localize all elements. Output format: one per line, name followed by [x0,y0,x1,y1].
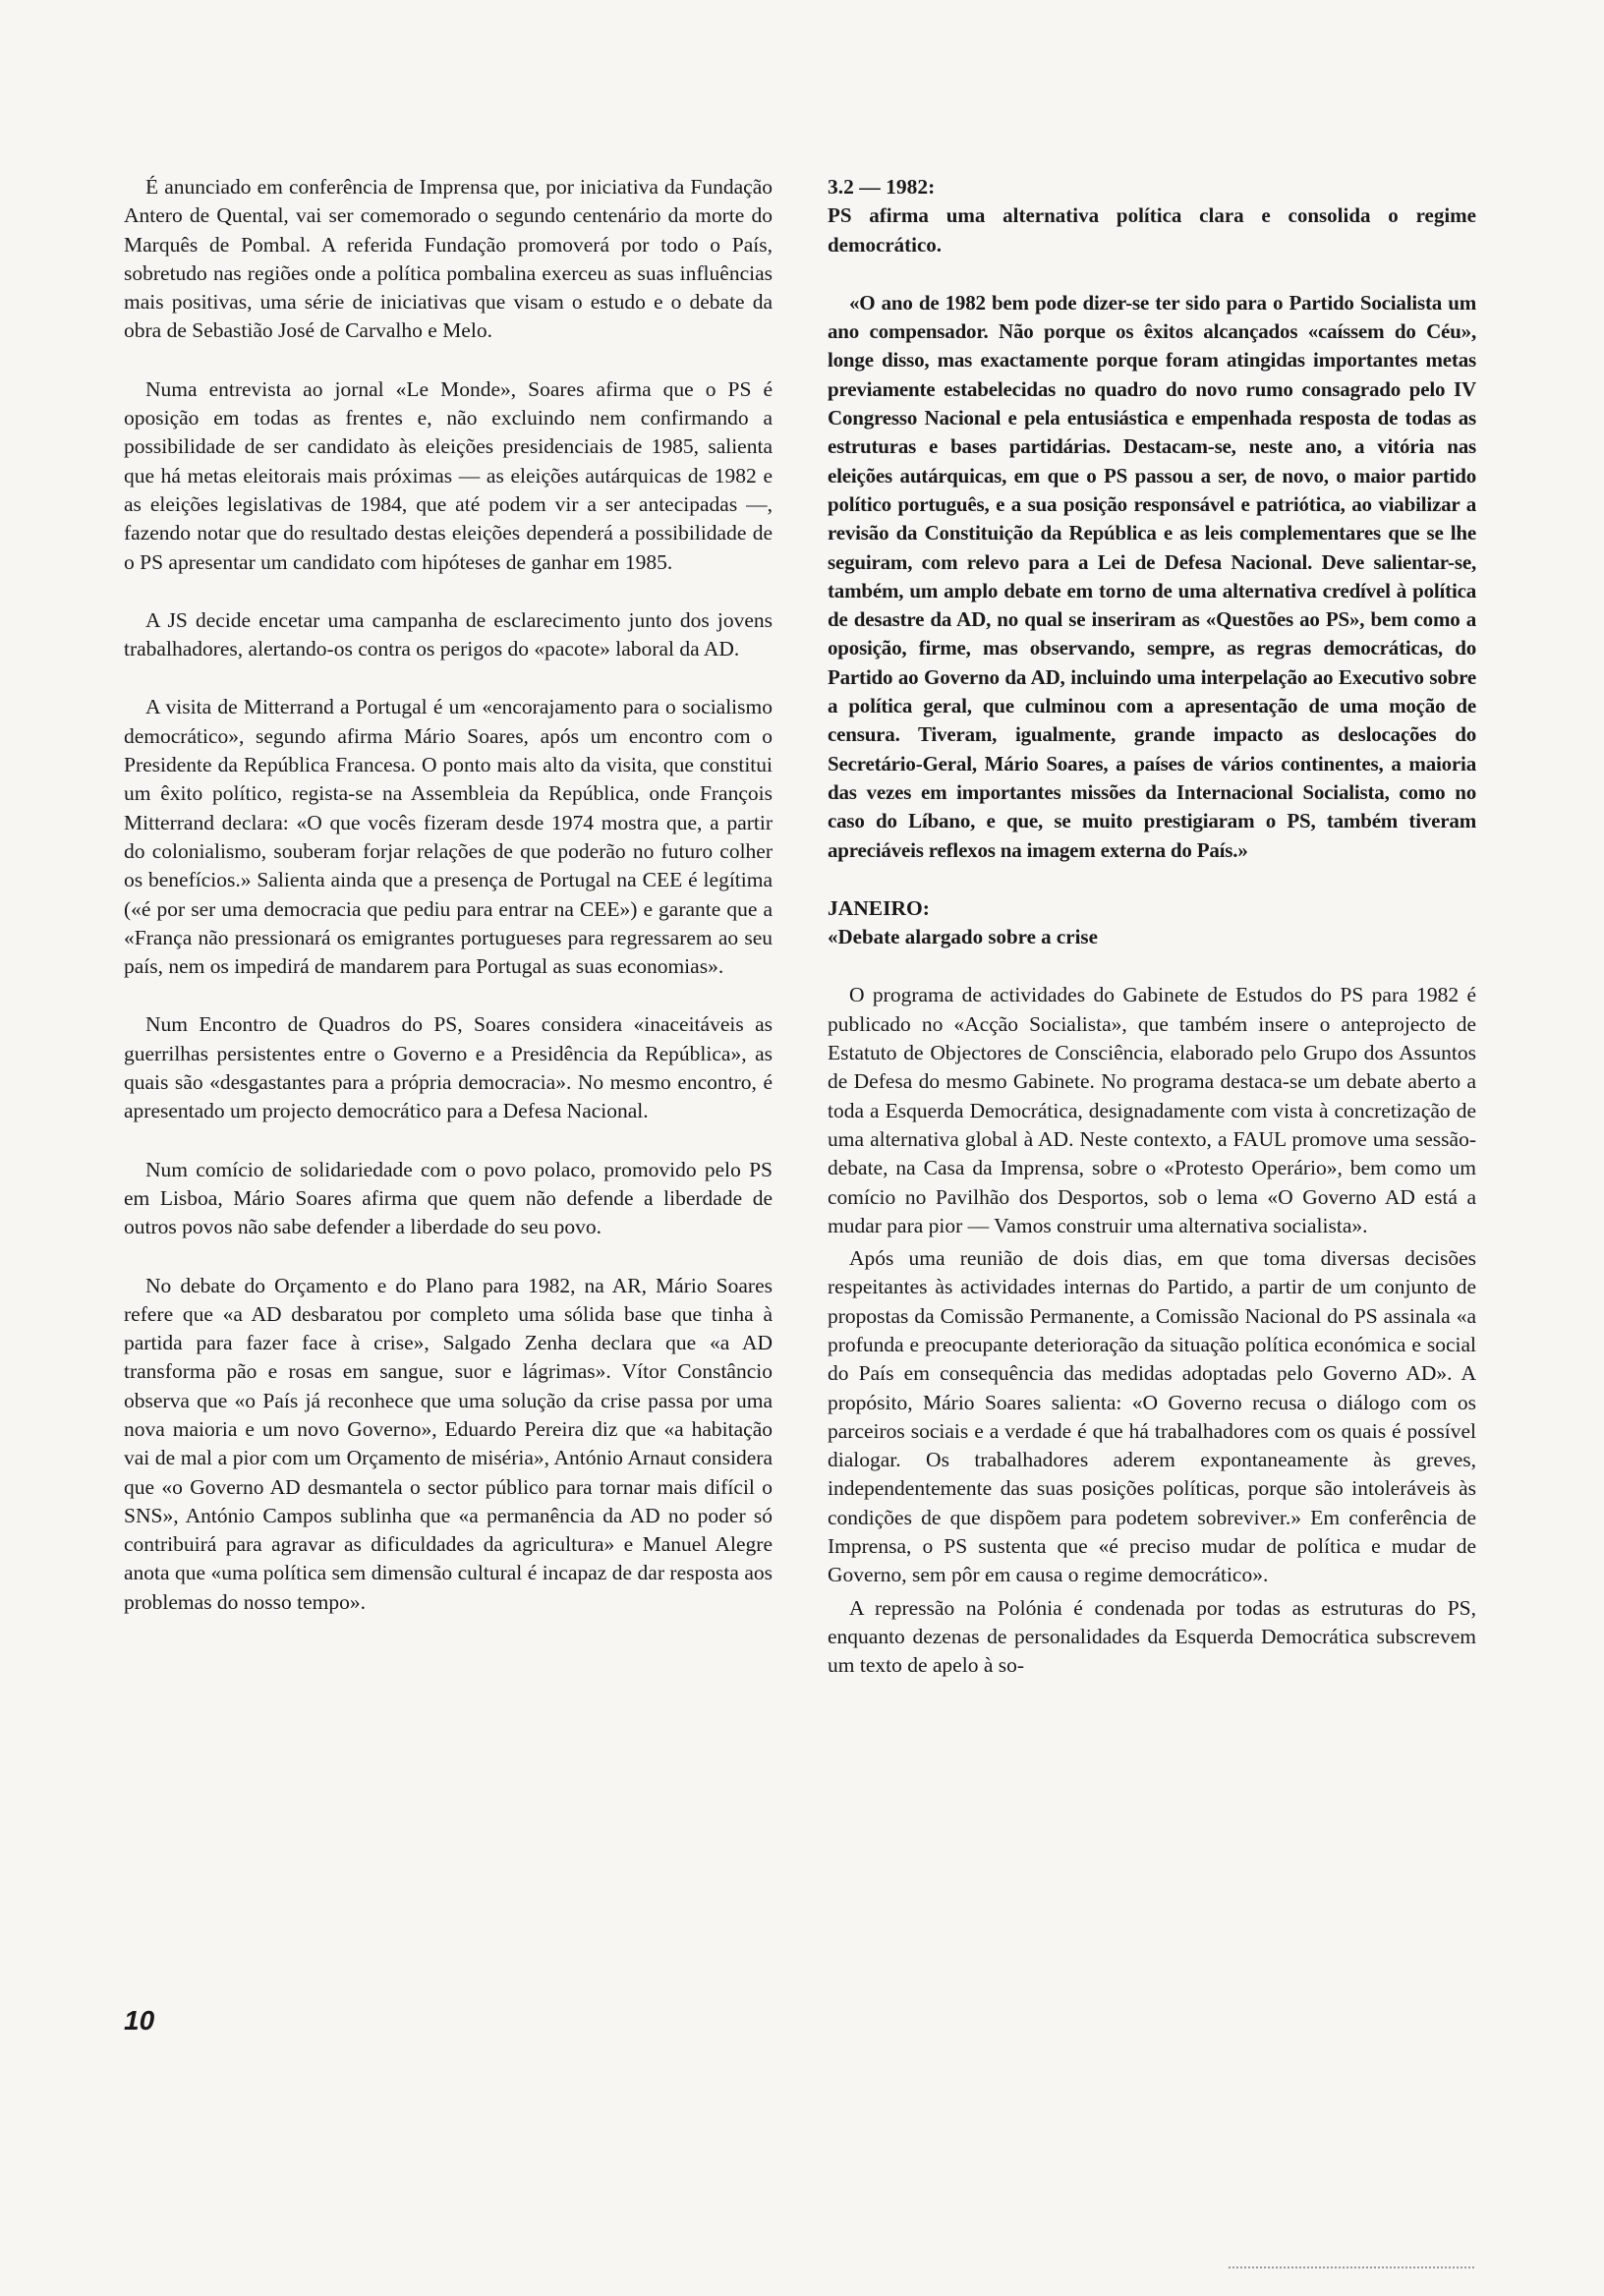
intro-quote-block [828,289,1476,865]
section-title: PS afirma uma alternativa política clara e consolida o regime democrático. [828,203,1476,257]
footer-scan-marks [1229,2267,1474,2270]
paragraph: Numa entrevista ao jornal «Le Monde», Soares afirma que o PS é oposição em todas as frentes e, não excluindo nem confirmando a possibilidade de ser candidato às eleições presidenciais de 1985, salienta que há metas eleitorais mais próximas — as eleições autárquicas de 1982 e as eleições legislativas de 1984, que até podem vir a ser antecipadas —, fazendo notar que do resultado destas eleições dependerá a possibilidade de o PS apresentar um candidato com hipóteses de ganhar em 1985. [124,376,773,574]
left-column [124,173,773,1646]
paragraph: Após uma reunião de dois dias, em que toma diversas decisões respeitantes às actividades internas do Partido, a partir de um conjunto de propostas da Comissão Permanente, a Comissão Nacional do PS assinala «a profunda e preocupante deterioração da situação política económica e social do País em consequência das medidas adoptadas pelo Governo AD». A propósito, Mário Soares salienta: «O Governo recusa o diálogo com os parceiros sociais e a verdade é que há trabalhadores com os quais é possível dialogar. Os trabalhadores aderem expontaneamente às greves, independentemente das suas posições políticas, porque são intoleráveis às condições de que dispõem para podetem sobreviver.» Em conferência de Imprensa, o PS sustenta que «é preciso mudar de política e mudar de Governo, sem pôr em causa o regime democrático». [828,1246,1476,1587]
paragraph: No debate do Orçamento e do Plano para 1982, na AR, Mário Soares refere que «a AD desbaratou por completo uma sólida base que tinha à partida para fazer face à crise», Salgado Zenha declara que «a AD transforma pão e rosas em sangue, suor e lágrimas». Vítor Constâncio observa que «o País já reconhece que uma solução da crise passa por uma nova maioria e um novo Governo», Eduardo Pereira diz que «a habitação vai de mal a pior com um Orçamento de miséria», António Arnaut considera que «o Governo AD desmantela o sector público para tornar mais difícil o SNS», António Campos sublinha que «a permanência da AD no poder só contribuirá para agravar as dificuldades da agricultura» e Manuel Alegre anota que «uma política sem dimensão cultural é incapaz de dar resposta aos problemas do nosso tempo». [124,1273,773,1614]
right-column [828,173,1476,1685]
section-number: 3.2 — 1982: [828,175,936,199]
month-subtitle: «Debate alargado sobre a crise [828,925,1098,949]
paragraph: É anunciado em conferência de Imprensa que, por iniciativa da Fundação Antero de Quental, vai ser comemorado o segundo centenário da morte do Marquês de Pombal. A referida Fundação promoverá por todo o País, sobretudo nas regiões onde a política pombalina exerceu as suas influências mais positivas, uma série de iniciativas que visam o estudo e o debate da obra de Sebastião José de Carvalho e Melo. [124,175,773,343]
paragraph: O programa de actividades do Gabinete de Estudos do PS para 1982 é publicado no «Acção Socialista», que também insere o anteprojecto de Estatuto de Objectores de Consciência, elaborado pelo Grupo dos Assuntos de Defesa do mesmo Gabinete. No programa destaca-se um debate aberto a toda a Esquerda Democrática, designadamente com vista à concretização de uma alternativa global à AD. Neste contexto, a FAUL promove uma sessão-debate, na Casa da Imprensa, sobre o «Protesto Operário», bem como um comício no Pavilhão dos Desportos, sob o lema «O Governo AD está a mudar para pior — Vamos construir uma alternativa socialista». [828,983,1476,1237]
month-heading: JANEIRO: [828,895,930,920]
paragraph: A repressão na Polónia é condenada por todas as estruturas do PS, enquanto dezenas de personalidades da Esquerda Democrática subscrevem um texto de apelo à so- [828,1595,1476,1678]
paragraph: Num Encontro de Quadros do PS, Soares considera «inaceitáveis as guerrilhas persistentes entre o Governo e a Presidência da República», as quais são «desgastantes para a própria democracia». No mesmo encontro, é apresentado um projecto democrático para a Defesa Nacional. [124,1012,773,1123]
paragraph: A JS decide encetar uma campanha de esclarecimento junto dos jovens trabalhadores, alertando-os contra os perigos do «pacote» laboral da AD. [124,607,773,661]
page-number: 10 [124,2005,155,2036]
intro-quote: «O ano de 1982 bem pode dizer-se ter sido para o Partido Socialista um ano compensador. Não porque os êxitos alcançados «caíssem do Céu», longe disso, mas exactamente porque foram atingidas importantes metas previamente estabelecidas no quadro do novo rumo consagrado pelo IV Congresso Nacional e pela entusiástica e empenhada resposta de todas as estruturas e bases partidárias. Destacam-se, neste ano, a vitória nas eleições autárquicas, em que o PS passou a ser, de novo, o maior partido político português, e a sua posição responsável e patriótica, ao viabilizar a revisão da Constituição da República e as leis complementares que se lhe seguiram, com relevo para a Lei de Defesa Nacional. Deve salientar-se, também, um amplo debate em torno de uma alternativa credível à política de desastre da AD, no qual se inseriram as «Questões ao PS», bem como a oposição, firme, mas observando, sempre, as regras democráticas, do Partido ao Governo da AD, incluindo uma interpelação ao Executivo sobre a política geral, que culminou com a apresentação de uma moção de censura. Tiveram, igualmente, grande impacto as deslocações do Secretário-Geral, Mário Soares, a países de vários continentes, a maioria das vezes em importantes missões da Internacional Socialista, como no caso do Líbano, e que, se muito prestigiaram o PS, também tiveram apreciáveis reflexos na imagem externa do País.» [828,290,1476,862]
paragraph: Num comício de solidariedade com o povo polaco, promovido pelo PS em Lisboa, Mário Soares afirma que quem não defende a liberdade de outros povos não sabe defender a liberdade do seu povo. [124,1157,773,1239]
paragraph: A visita de Mitterrand a Portugal é um «encorajamento para o socialismo democrático», segundo afirma Mário Soares, após um encontro com o Presidente da República Francesa. O ponto mais alto da visita, que constitui um êxito político, regista-se na Assembleia da República, onde François Mitterrand declara: «O que vocês fizeram desde 1974 mostra que, a partir do colonialismo, souberam forjar relações de que poderão no futuro colher os benefícios.» Salienta ainda que a presença de Portugal na CEE é legítima («é por ser uma democracia que pediu para entrar na CEE») e garante que a «França não pressionará os emigrantes portugueses para regressarem ao seu país, nem os impedirá de mandarem para Portugal as suas economias». [124,695,773,979]
